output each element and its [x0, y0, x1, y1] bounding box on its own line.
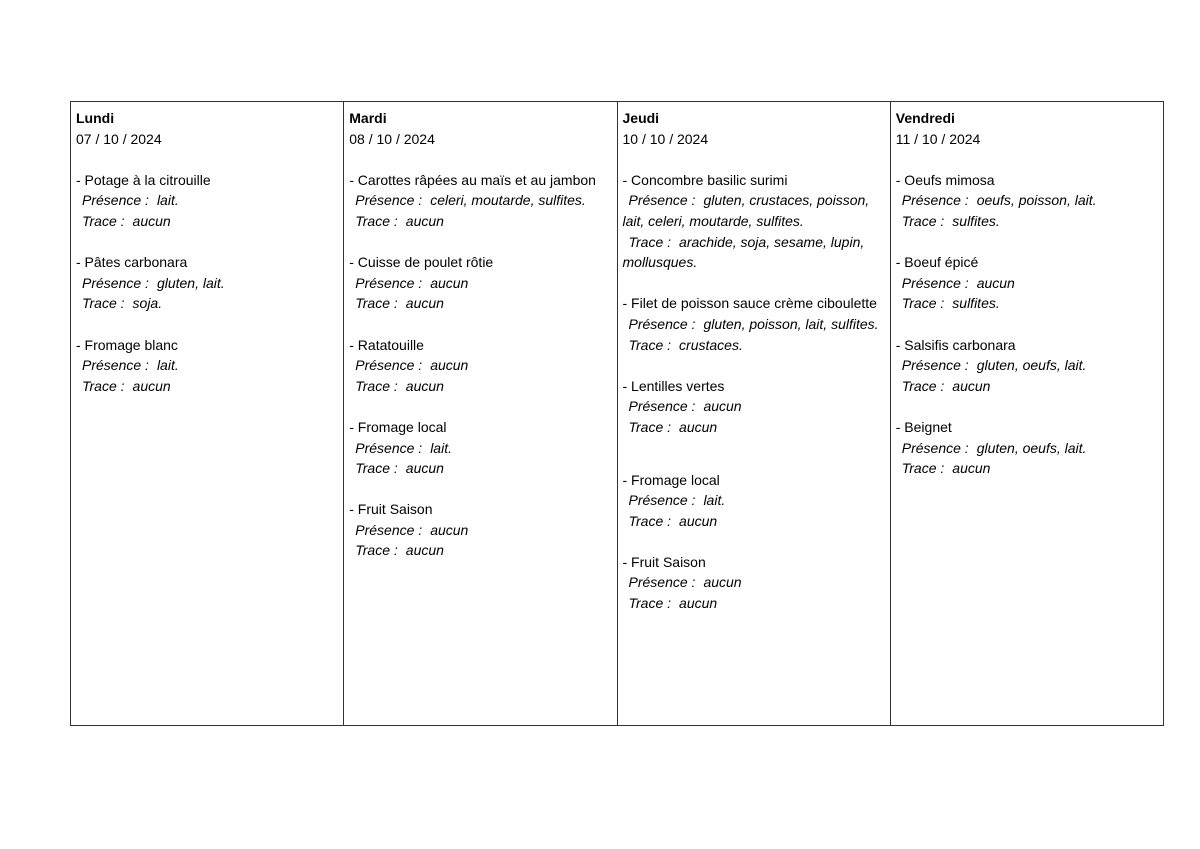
dish-name: - Concombre basilic surimi [622, 171, 788, 188]
presence-value: lait. [703, 492, 726, 509]
dish-name: - Fromage local [622, 471, 720, 488]
day-date: 07 / 10 / 2024 [76, 130, 162, 147]
dish-name: - Cuisse de poulet rôtie [349, 254, 494, 271]
trace-line [896, 376, 1159, 397]
trace-line [896, 293, 1159, 314]
presence-label: Présence : [355, 521, 423, 538]
trace-value: aucun [405, 542, 444, 559]
presence-value: aucun [430, 521, 469, 538]
trace-label: Trace : [628, 336, 672, 353]
dish-name: - Salsifis carbonara [895, 336, 1016, 353]
weekly-menu-table [70, 101, 1164, 726]
dish-item [349, 499, 612, 561]
dish-item [76, 252, 339, 314]
dish-item [349, 417, 612, 479]
trace-label: Trace : [901, 295, 945, 312]
presence-value: aucun [703, 398, 742, 415]
trace-value: aucun [679, 418, 718, 435]
presence-value: lait. [156, 192, 179, 209]
presence-line [76, 273, 339, 294]
dish-item [896, 335, 1159, 397]
dish-item [896, 252, 1159, 314]
day-column-jeudi [618, 102, 891, 725]
presence-line [623, 314, 886, 335]
day-column-mardi [344, 102, 617, 725]
dish-name: - Boeuf épicé [895, 254, 979, 271]
trace-line [76, 211, 339, 232]
presence-value: aucun [703, 574, 742, 591]
presence-label: Présence : [355, 439, 423, 456]
presence-label: Présence : [628, 398, 696, 415]
trace-value: aucun [405, 377, 444, 394]
presence-line [349, 355, 612, 376]
presence-value: celeri, moutarde, sulfites. [430, 192, 586, 209]
presence-label: Présence : [628, 492, 696, 509]
presence-label: Présence : [355, 192, 423, 209]
dish-name: - Potage à la citrouille [76, 171, 211, 188]
dish-name: - Oeufs mimosa [895, 171, 995, 188]
dish-item [349, 335, 612, 397]
day-name: Jeudi [622, 110, 660, 126]
dish-item [623, 170, 886, 273]
trace-value: aucun [952, 377, 991, 394]
trace-line [623, 232, 886, 253]
trace-line [349, 540, 612, 561]
presence-label: Présence : [82, 357, 149, 374]
trace-label: Trace : [355, 377, 398, 394]
trace-line [349, 293, 612, 314]
trace-label: Trace : [628, 595, 672, 612]
dish-name: - Fruit Saison [622, 553, 706, 570]
trace-value-continued: mollusques. [622, 254, 698, 271]
day-date: 11 / 10 / 2024 [895, 130, 981, 147]
presence-value: gluten, poisson, lait, sulfites. [703, 315, 879, 332]
dish-name: - Filet de poisson sauce crème ciboulette [622, 295, 877, 312]
trace-label: Trace : [82, 212, 125, 229]
presence-value: gluten, oeufs, lait. [976, 439, 1087, 456]
dish-item [623, 552, 886, 614]
trace-value: aucun [952, 460, 991, 477]
presence-line [896, 355, 1159, 376]
day-name: Mardi [349, 110, 387, 126]
trace-line [623, 593, 886, 614]
trace-label: Trace : [628, 512, 672, 529]
day-column-lundi [71, 102, 344, 725]
trace-value: aucun [405, 212, 444, 229]
trace-line [896, 458, 1159, 479]
presence-label: Présence : [355, 357, 423, 374]
dish-item [896, 170, 1159, 232]
presence-value: aucun [430, 274, 469, 291]
presence-line [349, 438, 612, 459]
presence-value: oeufs, poisson, lait. [976, 192, 1097, 209]
presence-line [896, 438, 1159, 459]
presence-value: lait. [156, 357, 179, 374]
trace-value: soja. [132, 295, 163, 312]
trace-line [349, 211, 612, 232]
trace-line [349, 458, 612, 479]
trace-value: crustaces. [679, 336, 743, 353]
dish-name: - Ratatouille [349, 336, 424, 353]
trace-label: Trace : [355, 460, 398, 477]
trace-label: Trace : [901, 460, 945, 477]
trace-value: aucun [679, 512, 718, 529]
dish-name: - Lentilles vertes [622, 377, 725, 394]
dish-item [623, 376, 886, 438]
trace-value: arachide, soja, sesame, lupin, [679, 233, 865, 250]
trace-line [623, 511, 886, 532]
trace-value: sulfites. [952, 212, 1000, 229]
presence-line [623, 396, 886, 417]
trace-label: Trace : [355, 542, 398, 559]
presence-label: Présence : [901, 357, 969, 374]
trace-value: aucun [405, 295, 444, 312]
dish-name: - Fruit Saison [349, 501, 433, 518]
presence-line [623, 190, 886, 211]
presence-label: Présence : [901, 192, 969, 209]
presence-label: Présence : [628, 315, 696, 332]
trace-line [623, 335, 886, 356]
trace-line [896, 211, 1159, 232]
trace-label: Trace : [82, 377, 125, 394]
trace-value: sulfites. [952, 295, 1000, 312]
trace-line [623, 417, 886, 438]
dish-item [623, 293, 886, 355]
presence-line [349, 190, 612, 211]
presence-line [623, 572, 886, 593]
day-column-vendredi [891, 102, 1163, 725]
trace-label: Trace : [901, 212, 945, 229]
dish-name: - Carottes râpées au maïs et au jambon [349, 171, 596, 188]
presence-value: gluten, lait. [156, 274, 225, 291]
presence-value: lait. [430, 439, 452, 456]
presence-value: gluten, oeufs, lait. [976, 357, 1087, 374]
presence-line [76, 355, 339, 376]
dish-name: - Pâtes carbonara [76, 254, 188, 271]
trace-label: Trace : [355, 295, 398, 312]
presence-label: Présence : [901, 439, 969, 456]
presence-label: Présence : [628, 574, 696, 591]
trace-label: Trace : [82, 295, 125, 312]
dish-name: - Fromage local [349, 418, 447, 435]
presence-label: Présence : [901, 274, 969, 291]
trace-label: Trace : [628, 418, 672, 435]
dish-item [76, 335, 339, 397]
presence-value-continued: lait, celeri, moutarde, sulfites. [622, 212, 804, 229]
dish-name: - Beignet [895, 418, 952, 435]
day-name: Lundi [76, 110, 115, 126]
trace-value: aucun [132, 377, 171, 394]
dish-item [349, 170, 612, 232]
trace-line [76, 376, 339, 397]
trace-label: Trace : [628, 233, 672, 250]
trace-value: aucun [405, 460, 444, 477]
dish-item [623, 470, 886, 532]
day-name: Vendredi [895, 110, 955, 126]
presence-line [76, 190, 339, 211]
trace-value: aucun [679, 595, 718, 612]
presence-line [349, 273, 612, 294]
presence-value: aucun [430, 357, 469, 374]
trace-label: Trace : [355, 212, 398, 229]
trace-line [349, 376, 612, 397]
day-date: 10 / 10 / 2024 [622, 130, 709, 147]
presence-line [896, 190, 1159, 211]
dish-item [349, 252, 612, 314]
presence-label: Présence : [82, 274, 149, 291]
trace-line [76, 293, 339, 314]
presence-line [896, 273, 1159, 294]
presence-line [623, 490, 886, 511]
presence-label: Présence : [82, 192, 149, 209]
presence-label: Présence : [628, 192, 696, 209]
dish-name: - Fromage blanc [76, 336, 178, 353]
dish-item [896, 417, 1159, 479]
presence-label: Présence : [355, 274, 423, 291]
presence-value: aucun [976, 274, 1015, 291]
trace-label: Trace : [901, 377, 945, 394]
day-date: 08 / 10 / 2024 [349, 130, 435, 147]
trace-value: aucun [132, 212, 171, 229]
dish-item [76, 170, 339, 232]
presence-line [349, 520, 612, 541]
presence-value: gluten, crustaces, poisson, [703, 192, 870, 209]
